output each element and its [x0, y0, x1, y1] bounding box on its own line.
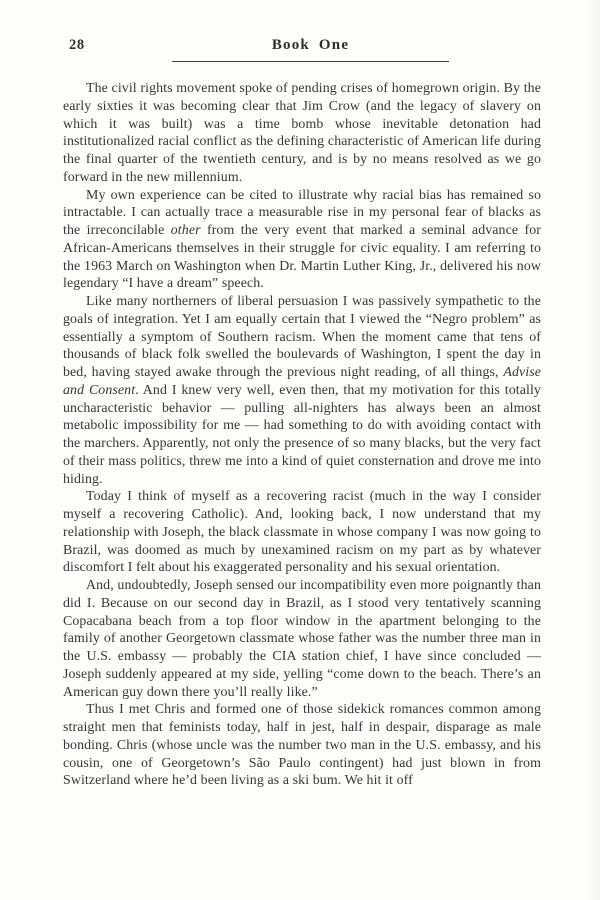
text-segment: My own experience can be cited to illustrate why racial bias has remained so intractable. I can actually trace a measurable rise in my personal fear of blacks as the irreconcilable: [63, 187, 541, 238]
text-segment: . And I knew very well, even then, that my motivation for this totally uncharacteristic behavior — pulling all-nighters has always been an almost metabolic impossibility for me — had something to do with avoiding contact with the marchers. Apparently, not only the presence of so many blacks, but the very fact of their mass politics, threw me into a kind of quiet consternation and drove me into hiding.: [63, 382, 541, 487]
paragraph: [63, 577, 541, 701]
paragraph: [63, 293, 541, 488]
text-segment: And, undoubtedly, Joseph sensed our incompatibility even more poignantly than did I. Because on our second day in Brazil, as I stood very tentatively scanning Copacabana beach from a top floor window in the apartment belonging to the family of another Georgetown classmate whose father was the number three man in the U.S. embassy — probably the CIA station chief, I have since concluded — Joseph suddenly appeared at my side, yelling “come down to the beach. There’s an American guy down there you’ll really like.”: [63, 578, 541, 700]
italic-text-segment: Advise and Consent: [63, 365, 541, 398]
page-header: [0, 36, 600, 70]
text-segment: The civil rights movement spoke of pending crises of homegrown origin. By the early sixties it was becoming clear that Jim Crow (and the legacy of slavery on which it was built) was a time bomb whose inevitable detonation had institutionalized racial conflict as the defining characteristic of American life during the final quarter of the twentieth century, and is by no means resolved as we go forward in the new millennium.: [63, 81, 541, 185]
page-number: 28: [69, 37, 85, 53]
page-edge-shadow: [584, 0, 600, 900]
running-header-title: Book One: [271, 37, 350, 53]
text-segment: from the very event that marked a seminal advance for African-Americans themselves in their struggle for civic equality. I am referring to the 1963 March on Washington when Dr. Martin Luther King, Jr., delivered his now legendary “I have a dream” speech.: [63, 223, 541, 292]
italic-text-segment: other: [170, 223, 201, 238]
paragraph: [63, 701, 541, 790]
text-segment: Like many northerners of liberal persuasion I was passively sympathetic to the goals of integration. Yet I am equally certain that I viewed the “Negro problem” as essentially a symptom of Southern racism. When the moment came that tens of thousands of black folk swelled the boulevards of Washington, I spent the day in bed, having stayed awake through the previous night reading, of all things,: [63, 294, 541, 380]
text-segment: Today I think of myself as a recovering racist (much in the way I consider myself a recovering Catholic). And, looking back, I now understand that my relationship with Joseph, the black classmate in whose company I was now going to Brazil, was doomed as much by unexamined racism on my part as by whatever discomfort I felt about his exaggerated personality and his sexual orientation.: [63, 489, 541, 576]
paragraph: [63, 187, 541, 294]
paragraph: [63, 80, 541, 187]
running-header: [172, 36, 449, 62]
body-text: [63, 80, 541, 790]
text-segment: Thus I met Chris and formed one of those sidekick romances common among straight men that feminists today, half in jest, half in despair, disparage as male bonding. Chris (whose uncle was the number two man in the U.S. embassy, and his cousin, one of Georgetown’s São Paulo contingent) had just blown in from Switzerland where he’d been living as a ski bum. We hit it off: [63, 702, 541, 789]
paragraph: [63, 488, 541, 577]
